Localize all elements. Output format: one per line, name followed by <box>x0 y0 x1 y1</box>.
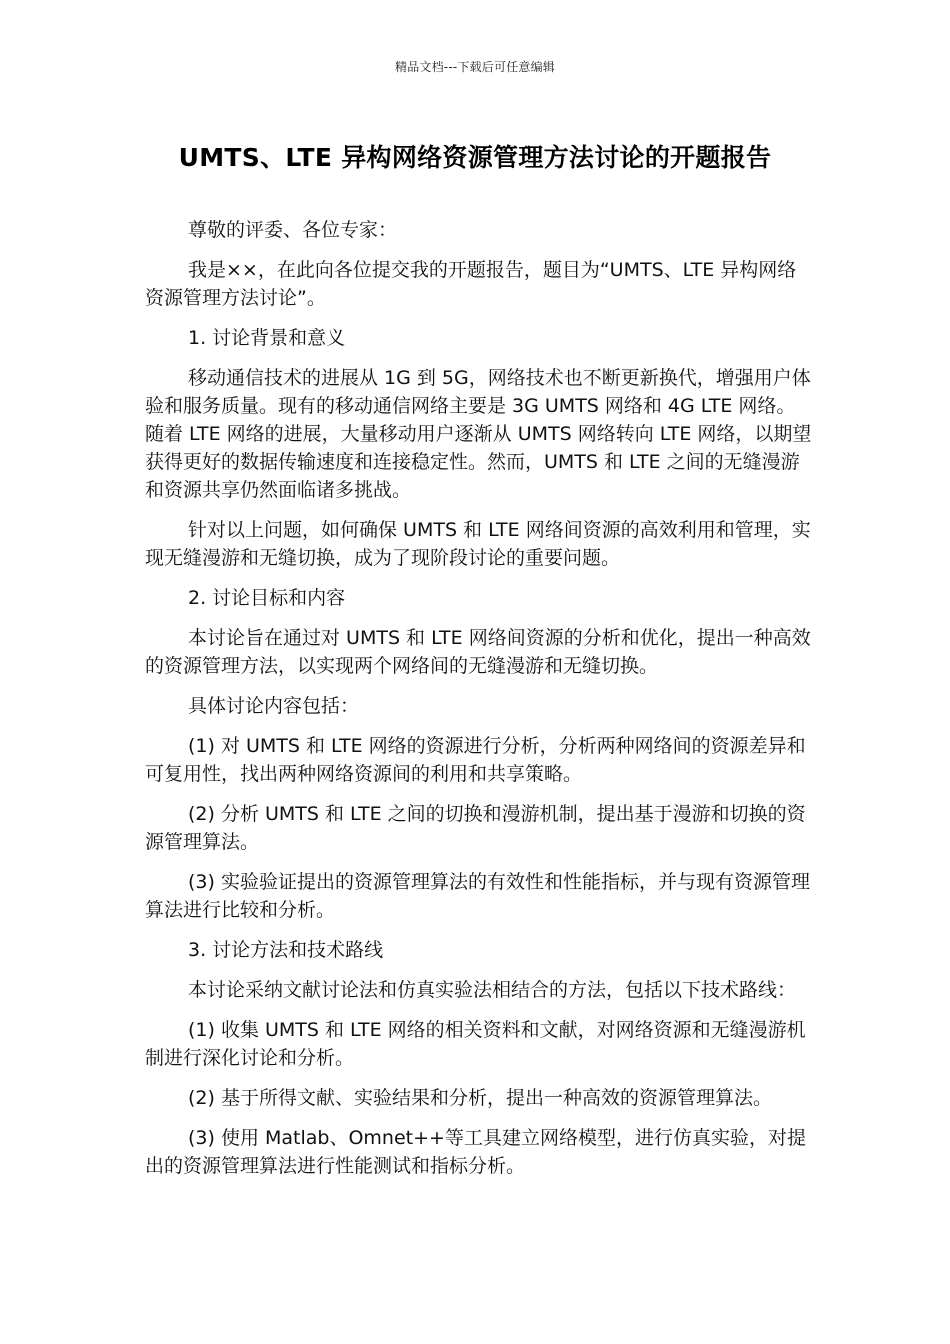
salutation-paragraph: 尊敬的评委、各位专家： <box>188 219 398 241</box>
method-item-1: (1) 收集 UMTS 和 LTE 网络的相关资料和文献，对网络资源和无缝漫游机制进行深化讨论和分析。 <box>145 1019 806 1069</box>
page-header-watermark: 精品文档---下载后可任意编辑 <box>395 60 555 74</box>
background-paragraph: 移动通信技术的进展从 1G 到 5G，网络技术也不断更新换代，增强用户体验和服务质量。现有的移动通信网络主要是 3G UMTS 网络和 4G LTE 网络。随着 LTE 网络的进展，大量移动用户逐渐从 UMTS 网络转向 LTE 网络，以期望获得更好的数据传输速度和连接稳定性。然而，UMTS 和 LTE 之间的无缝漫游和资源共享仍然面临诸多挑战。 <box>145 367 812 501</box>
method-item-3: (3) 使用 Matlab、Omnet++等工具建立网络模型，进行仿真实验，对提出的资源管理算法进行性能测试和指标分析。 <box>145 1127 806 1177</box>
document-title: UMTS、LTE 异构网络资源管理方法讨论的开题报告 <box>178 143 772 172</box>
methods-paragraph: 本讨论采纳文献讨论法和仿真实验法相结合的方法，包括以下技术路线： <box>188 979 797 1001</box>
content-intro-paragraph: 具体讨论内容包括： <box>188 695 360 717</box>
section-heading-background: 1. 讨论背景和意义 <box>188 327 346 349</box>
section-heading-objectives: 2. 讨论目标和内容 <box>188 587 346 609</box>
problem-paragraph: 针对以上问题，如何确保 UMTS 和 LTE 网络间资源的高效利用和管理，实现无缝漫游和无缝切换，成为了现阶段讨论的重要问题。 <box>145 519 811 569</box>
method-item-2: (2) 基于所得文献、实验结果和分析，提出一种高效的资源管理算法。 <box>188 1087 772 1109</box>
section-heading-methods: 3. 讨论方法和技术路线 <box>188 939 384 961</box>
content-item-3: (3) 实验验证提出的资源管理算法的有效性和性能指标，并与现有资源管理算法进行比较和分析。 <box>145 871 810 921</box>
intro-paragraph: 我是××，在此向各位提交我的开题报告，题目为“UMTS、LTE 异构网络资源管理方法讨论”。 <box>145 259 797 309</box>
content-item-2: (2) 分析 UMTS 和 LTE 之间的切换和漫游机制，提出基于漫游和切换的资源管理算法。 <box>145 803 806 853</box>
content-item-1: (1) 对 UMTS 和 LTE 网络的资源进行分析，分析两种网络间的资源差异和可复用性，找出两种网络资源间的利用和共享策略。 <box>145 735 806 785</box>
document-body <box>145 216 813 1192</box>
objectives-paragraph: 本讨论旨在通过对 UMTS 和 LTE 网络间资源的分析和优化，提出一种高效的资源管理方法，以实现两个网络间的无缝漫游和无缝切换。 <box>145 627 811 677</box>
